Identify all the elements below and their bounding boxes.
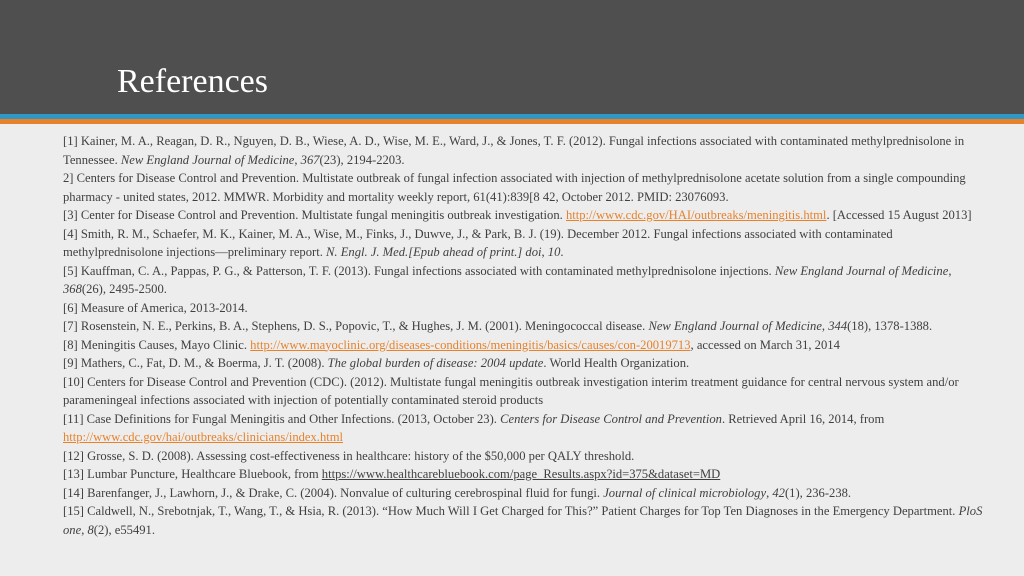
mayo-clinic-link[interactable]: http://www.mayoclinic.org/diseases-conditions/meningitis/basics/causes/con-20019713 [250, 337, 691, 352]
reference-12: [12] Grosse, S. D. (2008). Assessing cost-effectiveness in healthcare: history of the $50,000 per QALY threshold. [63, 448, 635, 463]
reference-14: [14] Barenfanger, J., Lawhorn, J., & Drake, C. (2004). Nonvalue of culturing cerebrospinal fluid for fungi. Journal of clinical microbiology, 42(1), 236-238. [63, 485, 852, 500]
reference-10: [10] Centers for Disease Control and Prevention (CDC). (2012). Multistate fungal meningitis outbreak investigation interim treatment guidance for central nervous system and/or parameningeal infections associated with injection of potentially contaminated steroid products [63, 374, 959, 407]
reference-7: [7] Rosenstein, N. E., Perkins, B. A., Stephens, D. S., Popovic, T., & Hughes, J. M. (2001). Meningococcal disease. New England Journal of Medicine, 344(18), 1378-1388. [63, 319, 933, 333]
reference-13: [13] Lumbar Puncture, Healthcare Bluebook, from https://www.healthcarebluebook.com/page_Results.aspx?id=375&dataset=MD [63, 467, 721, 481]
page-title: References [117, 63, 269, 100]
reference-2: 2] Centers for Disease Control and Prevention. Multistate outbreak of fungal infection associated with injection of methylprednisolone acetate solution from a single compounding pharmacy - united states, 2012. MMWR. Morbidity and mortality weekly report, 61(41):839[8 42, October 2012. PMID: 23076093. [63, 171, 966, 204]
reference-5: [5] Kauffman, C. A., Pappas, P. G., & Patterson, T. F. (2013). Fungal infections associated with contaminated methylprednisolone injections. New England Journal of Medicine, 368(26), 2495-2500. [63, 263, 952, 296]
reference-8: [8] Meningitis Causes, Mayo Clinic. http://www.mayoclinic.org/diseases-conditions/meningitis/basics/causes/con-20019713, accessed on March 31, 2014 [63, 337, 840, 352]
reference-15: [15] Caldwell, N., Srebotnjak, T., Wang, T., & Hsia, R. (2013). “How Much Will I Get Charged for This?” Patient Charges for Top Ten Diagnoses in the Emergency Department. PloS one, 8(2), e55491. [63, 504, 983, 537]
accent-stripe-orange [0, 119, 1024, 124]
reference-3: [3] Center for Disease Control and Prevention. Multistate fungal meningitis outbreak investigation. http://www.cdc.gov/HAI/outbreaks/meningitis.html. [Accessed 15 August 2013] [63, 208, 972, 222]
reference-9: [9] Mathers, C., Fat, D. M., & Boerma, J. T. (2008). The global burden of disease: 2004 update. World Health Organization. [63, 356, 690, 370]
reference-6: [6] Measure of America, 2013-2014. [63, 300, 248, 315]
cdc-meningitis-link[interactable]: http://www.cdc.gov/HAI/outbreaks/meningitis.html [565, 208, 827, 222]
healthcare-bluebook-link[interactable]: https://www.healthcarebluebook.com/page_Results.aspx?id=375&dataset=MD [321, 467, 721, 481]
reference-11: [11] Case Definitions for Fungal Meningitis and Other Infections. (2013, October 23). Centers for Disease Control and Prevention. Retrieved April 16, 2014, from http://www.cdc.gov/hai/outbreaks/clinicians/index.html [63, 411, 885, 444]
title-bar [0, 0, 1024, 114]
reference-list [63, 132, 993, 539]
reference-1: [1] Kainer, M. A., Reagan, D. R., Nguyen, D. B., Wiese, A. D., Wise, M. E., Ward, J., & Jones, T. F. (2012). Fungal infections associated with contaminated methylprednisolone in Tennessee. New England Journal of Medicine, 367(23), 2194-2203. [63, 134, 965, 167]
cdc-clinicians-link[interactable]: http://www.cdc.gov/hai/outbreaks/clinicians/index.html [63, 430, 344, 444]
reference-4: [4] Smith, R. M., Schaefer, M. K., Kainer, M. A., Wise, M., Finks, J., Duwve, J., & Park, B. J. (19). December 2012. Fungal infections associated with contaminated methylprednisolone injections—preliminary report. N. Engl. J. Med.[Epub ahead of print.] doi, 10. [63, 226, 893, 259]
